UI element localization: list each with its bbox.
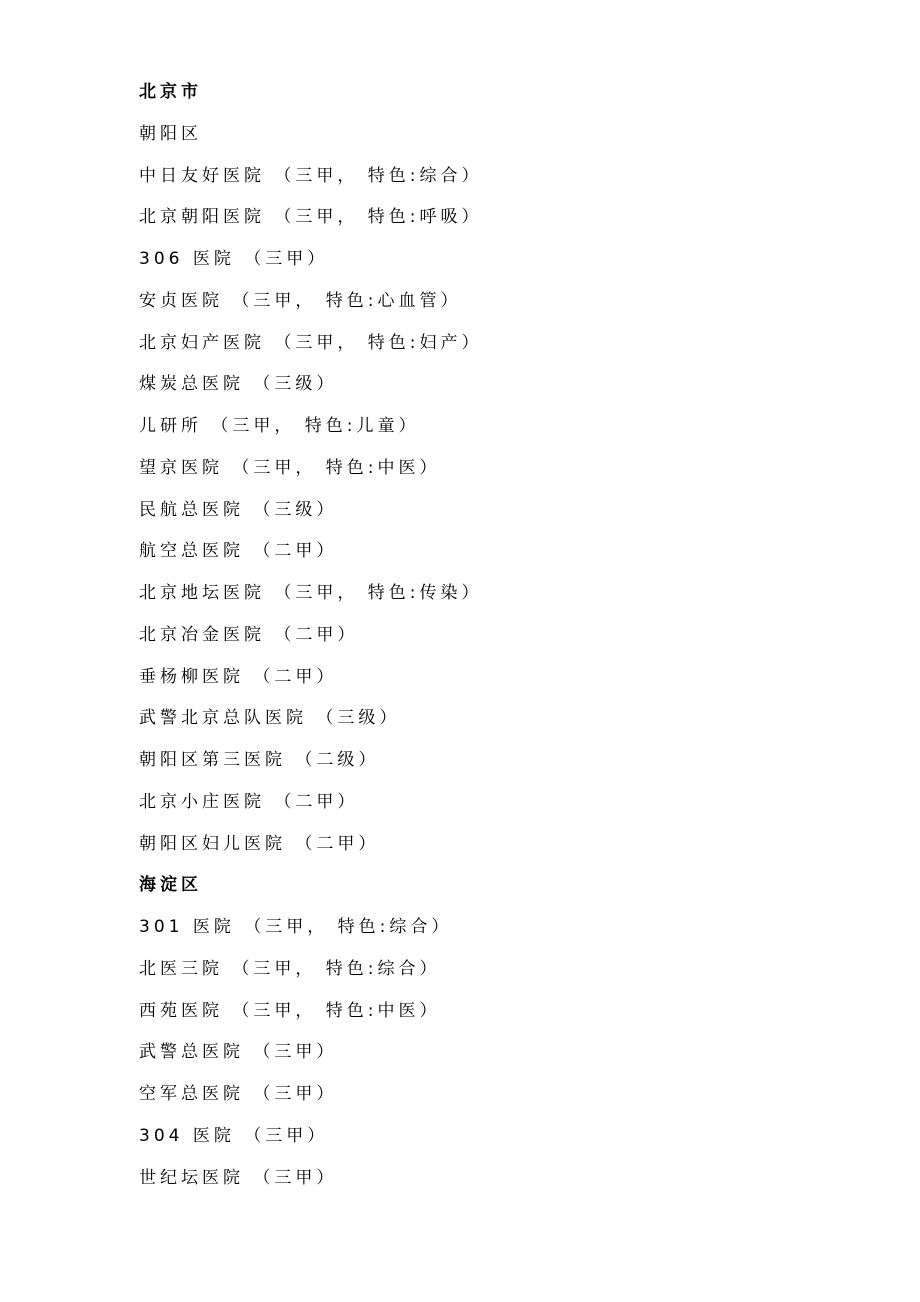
list-item: 北京小庄医院 （二甲） bbox=[139, 791, 359, 812]
district-heading: 朝阳区 bbox=[139, 123, 202, 144]
list-item: 西苑医院 （三甲， 特色:中医） bbox=[139, 1000, 441, 1021]
district-chaoyang bbox=[139, 120, 859, 872]
list-item: 儿研所 （三甲， 特色:儿童） bbox=[139, 416, 420, 436]
list-item: 北京冶金医院 （二甲） bbox=[139, 624, 359, 645]
list-item: 武警北京总队医院 （三级） bbox=[139, 708, 401, 729]
list-item: 301 医院 （三甲， 特色:综合） bbox=[139, 917, 453, 937]
list-item: 朝阳区妇儿医院 （二甲） bbox=[139, 833, 380, 854]
list-item: 北医三院 （三甲， 特色:综合） bbox=[139, 958, 441, 979]
list-item: 空军总医院 （三甲） bbox=[139, 1084, 338, 1104]
list-item: 民航总医院 （三级） bbox=[139, 499, 338, 520]
document-page bbox=[139, 78, 859, 1205]
list-item: 北京朝阳医院 （三甲， 特色:呼吸） bbox=[139, 207, 483, 228]
list-item: 煤炭总医院 （三级） bbox=[139, 374, 338, 395]
list-item: 武警总医院 （三甲） bbox=[139, 1042, 338, 1063]
city-heading: 北京市 bbox=[139, 82, 202, 102]
list-item: 航空总医院 （二甲） bbox=[139, 541, 338, 562]
district-heading: 海淀区 bbox=[139, 875, 202, 896]
list-item: 望京医院 （三甲， 特色:中医） bbox=[139, 457, 441, 478]
list-item: 北京地坛医院 （三甲， 特色:传染） bbox=[139, 583, 483, 603]
list-item: 朝阳区第三医院 （二级） bbox=[139, 750, 380, 770]
list-item: 304 医院 （三甲） bbox=[139, 1125, 329, 1146]
list-item: 垂杨柳医院 （二甲） bbox=[139, 666, 338, 687]
district-haidian bbox=[139, 871, 859, 1205]
list-item: 中日友好医院 （三甲， 特色:综合） bbox=[139, 165, 483, 186]
list-item: 306 医院 （三甲） bbox=[139, 249, 329, 269]
list-item: 北京妇产医院 （三甲， 特色:妇产） bbox=[139, 332, 483, 353]
list-item: 安贞医院 （三甲， 特色:心血管） bbox=[139, 290, 462, 311]
list-item: 世纪坛医院 （三甲） bbox=[139, 1167, 338, 1188]
